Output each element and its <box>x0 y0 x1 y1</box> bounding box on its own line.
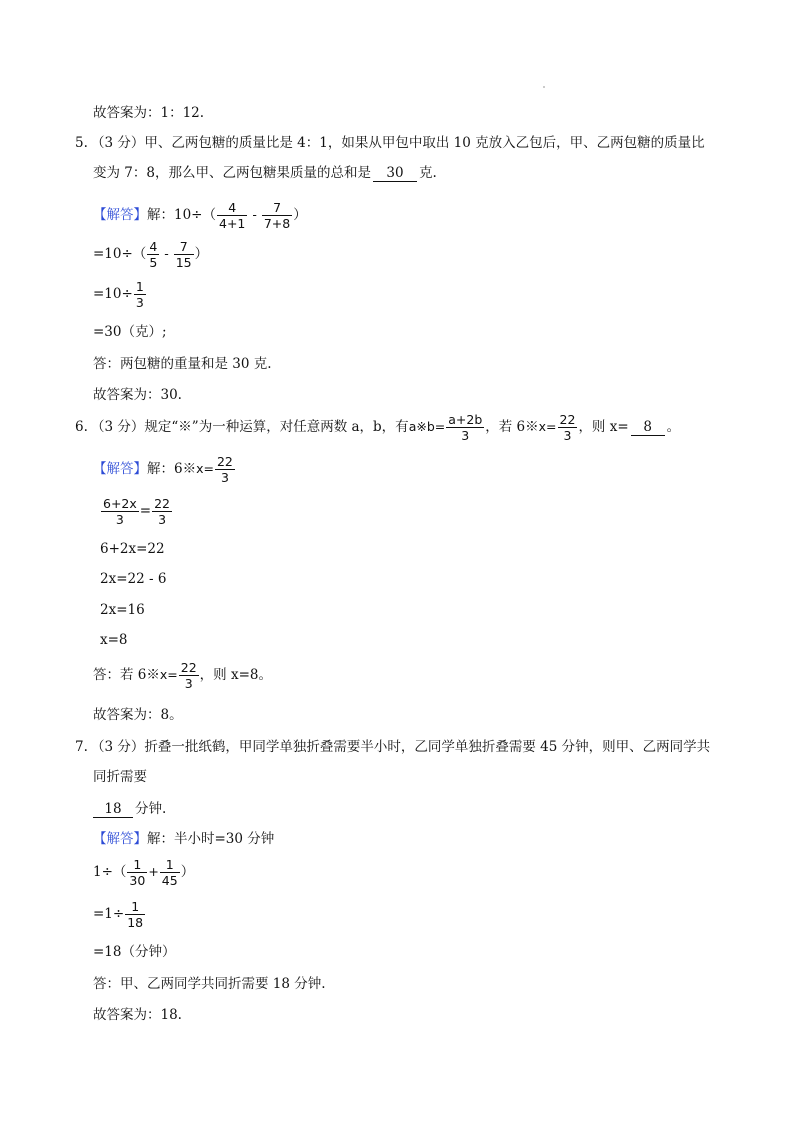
q5-stem-line1: 5. （3 分）甲、乙两包糖的质量比是 4：1，如果从甲包中取出 10 克放入乙包后，甲、乙两包糖的质量比 <box>75 135 705 151</box>
q7-stem-line1: 7. （3 分）折叠一批纸鹤，甲同学单独折叠需要半小时，乙同学单独折叠需要 45 分钟，则甲、乙两同学共 <box>75 739 711 755</box>
q5-solution-step1: 【解答】解：10÷（ $\frac{4}{4+1}$ - $\frac{7}{7+8}$ ） <box>93 200 307 231</box>
fraction: $\frac{7}{15}$ <box>175 239 192 270</box>
q5-number: 5. <box>75 135 88 151</box>
q6-answer-sentence: 答：若 6※x= $\frac{22}{3}$ ，则 x=8。 <box>93 660 272 691</box>
q6-number: 6. <box>75 419 88 435</box>
q5-solution-tag: 【解答】 <box>93 207 147 223</box>
scan-speck <box>543 86 545 88</box>
fraction: $\frac{22}{3}$ <box>559 412 576 443</box>
fraction: $\frac{22}{3}$ <box>154 496 170 527</box>
q7-solution-tag: 【解答】 <box>93 831 147 847</box>
fraction: $\frac{4}{4+1}$ <box>219 200 246 231</box>
fraction: $\frac{a+2b}{3}$ <box>448 412 483 443</box>
q7-stem-line2: 同折需要 <box>93 769 147 785</box>
q6-solution-step2: $\frac{6+2x}{3}$ = $\frac{22}{3}$ <box>103 496 170 527</box>
q7-solution-step3: =1÷ $\frac{1}{18}$ <box>93 899 144 930</box>
q6-final-answer: 故答案为：8。 <box>93 707 183 723</box>
q6-solution-step1: 【解答】解：6※x= $\frac{22}{3}$ <box>93 454 233 485</box>
fraction: $\frac{6+2x}{3}$ <box>103 496 137 527</box>
fraction: $\frac{1}{18}$ <box>127 899 144 930</box>
q5-solution-step2: =10÷（ $\frac{4}{5}$ - $\frac{7}{15}$ ） <box>93 239 209 270</box>
fraction: $\frac{1}{30}$ <box>129 857 146 888</box>
q7-number: 7. <box>75 739 88 755</box>
fraction: $\frac{22}{3}$ <box>180 660 197 691</box>
q7-solution-step4: =18（分钟） <box>93 944 176 960</box>
q6-solution-step6: x=8 <box>100 632 128 648</box>
q7-final-answer: 故答案为：18. <box>93 1007 182 1023</box>
q5-solution-step3: =10÷ $\frac{1}{3}$ <box>93 279 144 310</box>
fraction: $\frac{4}{5}$ <box>149 239 158 270</box>
q6-stem: 6. （3 分）规定“※”为一种运算，对任意两数 a，b，有a※b= $\frac{a+2b}{3}$ ，若 6※x= $\frac{22}{3}$ ，则 x= 8 。 <box>75 412 681 443</box>
q6-points: （3 分） <box>91 419 145 435</box>
fraction: $\frac{22}{3}$ <box>216 454 233 485</box>
q6-solution-step4: 2x=22 - 6 <box>100 571 167 587</box>
q7-solution-step1: 【解答】解：半小时=30 分钟 <box>93 831 275 847</box>
q7-points: （3 分） <box>91 739 145 755</box>
q7-stem-line3: 18 分钟. <box>93 799 166 819</box>
q7-answer-blank: 18 <box>93 801 133 818</box>
q5-solution-step4: =30（克）; <box>93 324 167 340</box>
q5-points: （3 分） <box>91 135 145 151</box>
q5-answer-blank: 30 <box>373 165 417 182</box>
q6-solution-tag: 【解答】 <box>93 461 147 477</box>
fraction: $\frac{1}{3}$ <box>135 279 144 310</box>
q5-answer-sentence: 答：两包糖的重量和是 30 克. <box>93 356 272 372</box>
q6-answer-blank: 8 <box>631 419 665 436</box>
fraction: $\frac{1}{45}$ <box>161 857 178 888</box>
q7-solution-step2: 1÷（ $\frac{1}{30}$ + $\frac{1}{45}$ ） <box>93 857 195 888</box>
q5-stem-line2: 变为 7：8，那么甲、乙两包糖果质量的总和是 30 克. <box>93 165 437 181</box>
fraction: $\frac{7}{7+8}$ <box>263 200 291 231</box>
q7-answer-sentence: 答：甲、乙两同学共同折需要 18 分钟. <box>93 976 326 992</box>
q5-final-answer: 故答案为：30. <box>93 387 182 403</box>
q6-solution-step3: 6+2x=22 <box>100 541 165 557</box>
previous-answer: 故答案为：1：12. <box>93 105 205 121</box>
q6-solution-step5: 2x=16 <box>100 602 145 618</box>
